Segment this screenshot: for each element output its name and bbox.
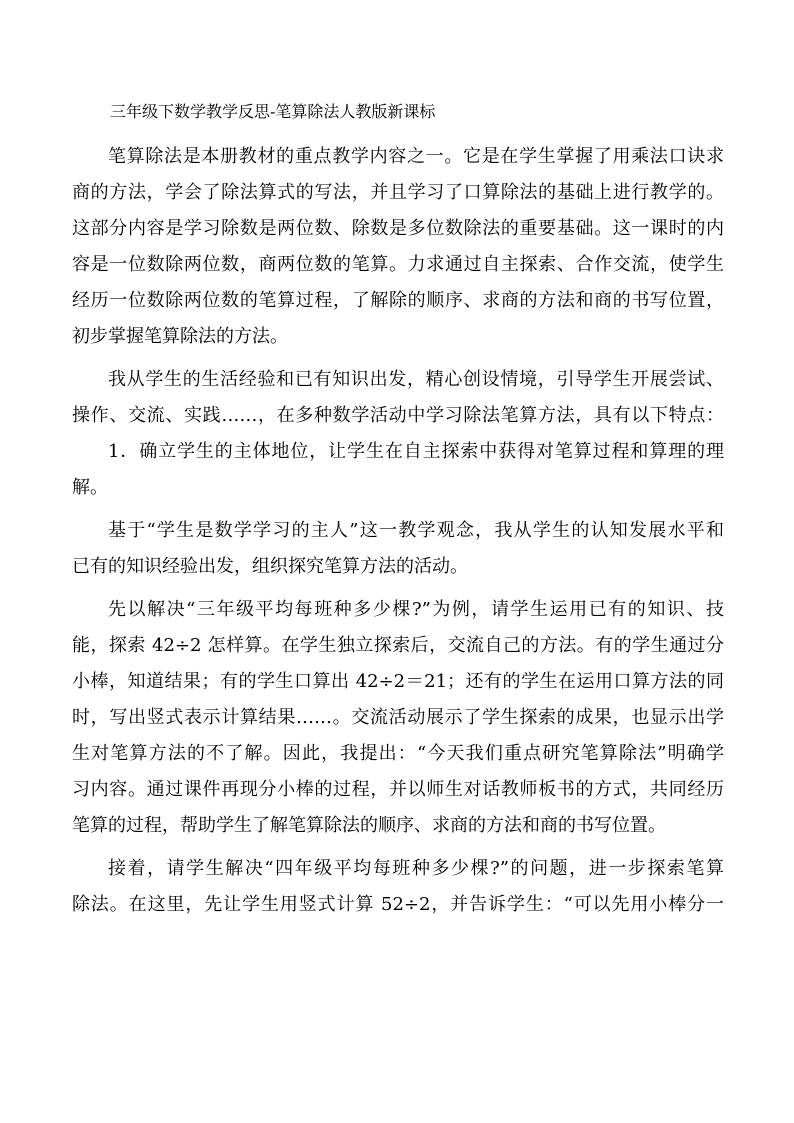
paragraph-line: 我从学生的生活经验和已有知识出发，精心创设情境，引导学生开展尝试、 xyxy=(108,369,724,390)
paragraph-line: 笔算除法是本册教材的重点教学内容之一。它是在学生掌握了用乘法口诀求 xyxy=(108,146,724,167)
paragraph-line: 经历一位数除两位数的笔算过程，了解除的顺序、求商的方法和商的书写位置， xyxy=(72,290,724,311)
paragraph-line: 基于“学生是数学学习的主人”这一教学观念，我从学生的认知发展水平和 xyxy=(108,520,724,541)
paragraph-line: 能，探索 42÷2 怎样算。在学生独立探索后，交流自己的方法。有的学生通过分 xyxy=(72,635,724,656)
document-title: 三年级下数学教学反思-笔算除法人教版新课标 xyxy=(110,102,436,121)
paragraph-line: 操作、交流、实践……，在多种数学活动中学习除法笔算方法，具有以下特点： xyxy=(72,405,724,426)
paragraph-line: 容是一位数除两位数，商两位数的笔算。力求通过自主探索、合作交流，使学生 xyxy=(72,254,724,275)
paragraph-line: 小棒，知道结果；有的学生口算出 42÷2＝21；还有的学生在运用口算方法的同 xyxy=(72,671,724,692)
paragraph-line: 接着，请学生解决“四年级平均每班种多少棵?”的问题，进一步探索笔算 xyxy=(108,858,724,879)
paragraph-line: 这部分内容是学习除数是两位数、除数是多位数除法的重要基础。这一课时的内 xyxy=(72,218,724,239)
paragraph-line: 习内容。通过课件再现分小棒的过程，并以师生对话教师板书的方式，共同经历 xyxy=(72,779,724,800)
paragraph-line: 1．确立学生的主体地位，让学生在自主探索中获得对笔算过程和算理的理 xyxy=(108,441,724,462)
paragraph-line: 除法。在这里，先让学生用竖式计算 52÷2，并告诉学生：“可以先用小棒分一 xyxy=(72,894,724,915)
paragraph-line: 解。 xyxy=(72,477,108,498)
paragraph-line: 生对笔算方法的不了解。因此，我提出：“今天我们重点研究笔算除法”明确学 xyxy=(72,743,724,764)
paragraph-line: 笔算的过程，帮助学生了解笔算除法的顺序、求商的方法和商的书写位置。 xyxy=(72,815,666,836)
paragraph-line: 已有的知识经验出发，组织探究笔算方法的活动。 xyxy=(72,556,468,577)
paragraph-line: 商的方法，学会了除法算式的写法，并且学习了口算除法的基础上进行教学的。 xyxy=(72,182,724,203)
paragraph-line: 时，写出竖式表示计算结果……。交流活动展示了学生探索的成果，也显示出学 xyxy=(72,707,724,728)
paragraph-line: 初步掌握笔算除法的方法。 xyxy=(72,326,288,347)
paragraph-line: 先以解决“三年级平均每班种多少棵?”为例，请学生运用已有的知识、技 xyxy=(108,599,724,620)
